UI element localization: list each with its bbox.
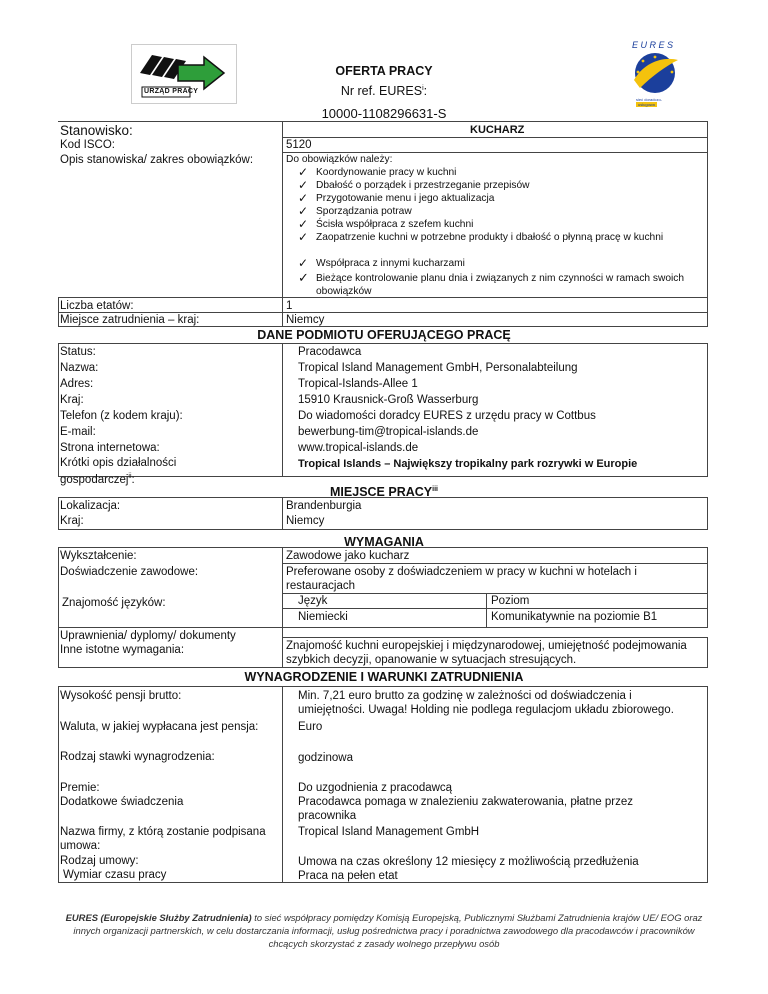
- urzad-pracy-logo-text: URZĄD PRACY: [144, 88, 199, 95]
- rule: [58, 547, 59, 667]
- reference-label-text: Nr ref. EURES: [340, 84, 423, 98]
- bonus-value: Do uzgodnienia z pracodawcą: [298, 782, 453, 794]
- email-value[interactable]: bewerbung-tim@tropical-islands.de: [298, 426, 479, 438]
- hours-value: Praca na pełen etat: [298, 870, 398, 882]
- duty-text: Sporządzania potraw: [316, 206, 412, 217]
- activity-footnote: ii: [128, 473, 132, 480]
- rule: [58, 686, 59, 882]
- rule: [282, 563, 708, 564]
- name-value: Tropical Island Management GmbH, Personalabteilung: [298, 362, 578, 374]
- rule: [282, 686, 283, 882]
- rule: [707, 497, 708, 529]
- reference-label: Nr ref. EURES$^i$:: [340, 84, 428, 98]
- isco-value: 5120: [286, 139, 312, 151]
- duty-text: Koordynowanie pracy w kuchni: [316, 167, 457, 178]
- experience-value: Preferowane osoby z doświadczeniem w pracy w kuchni w hotelach i restauracjach: [286, 566, 637, 592]
- location-label: Lokalizacja:: [60, 500, 121, 512]
- checkmark-icon: ✓: [298, 191, 309, 205]
- contract-label: Rodzaj umowy:: [60, 855, 139, 867]
- company-value: Tropical Island Management GmbH: [298, 826, 480, 838]
- lang-col-language: Język: [298, 595, 328, 607]
- reference-number: 10000-1108296631-S: [321, 106, 447, 121]
- status-value: Pracodawca: [298, 346, 362, 358]
- document-title: OFERTA PRACY: [335, 64, 433, 78]
- address-value: Tropical-Islands-Allee 1: [298, 378, 418, 390]
- duty-text: Współpraca z innymi kucharzami: [316, 258, 465, 269]
- rule: [282, 343, 283, 476]
- experience-label: Doświadczenie zawodowe:: [60, 566, 199, 578]
- position-label: Stanowisko:: [60, 123, 133, 138]
- rule: [58, 297, 59, 326]
- rule: [58, 667, 708, 668]
- bonus-label: Premie:: [60, 782, 100, 794]
- etaty-value: 1: [286, 300, 293, 312]
- other-requirements-label: Inne istotne wymagania:: [60, 644, 185, 656]
- rule: [282, 608, 708, 609]
- duty-text: Zaopatrzenie kuchni w potrzebne produkty i dbałość o płynną pracę w kuchni: [316, 232, 664, 243]
- education-value: Zawodowe jako kucharz: [286, 550, 410, 562]
- checkmark-icon: ✓: [298, 230, 309, 244]
- lang-level-value: Komunikatywnie na poziomie B1: [491, 611, 658, 623]
- rate-label: Rodzaj stawki wynagrodzenia:: [60, 751, 215, 763]
- rule: [58, 343, 59, 476]
- workplace-footnote: iii: [432, 485, 438, 493]
- contract-value: Umowa na czas określony 12 miesięcy z możliwością przedłużenia: [298, 856, 639, 868]
- rule: [707, 547, 708, 627]
- duties-label: Opis stanowiska/ zakres obowiązków:: [60, 154, 254, 166]
- place-value: Niemcy: [286, 314, 325, 326]
- rule: [707, 121, 708, 138]
- eures-logo-sub1: sieć doradczo-: [636, 97, 663, 102]
- checkmark-icon: ✓: [298, 256, 309, 270]
- workplace-country-label: Kraj:: [60, 515, 84, 527]
- gross-label: Wysokość pensji brutto:: [60, 690, 182, 702]
- name-label: Nazwa:: [60, 362, 99, 374]
- duties-intro: Do obowiązków należy:: [286, 154, 393, 165]
- place-label: Miejsce zatrudnienia – kraj:: [60, 314, 200, 326]
- country-value: 15910 Krausnick-Groß Wasserburg: [298, 394, 479, 406]
- checkmark-icon: ✓: [298, 204, 309, 218]
- rule: [282, 497, 283, 529]
- eures-logo-sub2: usługowa: [638, 102, 655, 107]
- lang-language-value: Niemiecki: [298, 611, 348, 623]
- checkmark-icon: ✓: [298, 165, 309, 179]
- gross-value: Min. 7,21 euro brutto za godzinę w zależności od doświadczenia i umiejętności. Uwaga! Holding nie podlega regulacjom układu zbiorowego.: [298, 690, 674, 716]
- requirements-heading: WYMAGANIA: [344, 535, 424, 549]
- phone-label: Telefon (z kodem kraju):: [60, 410, 183, 422]
- footer-bold: EURES (Europejskie Służby Zatrudnienia): [65, 912, 252, 923]
- company-label: Nazwa firmy, z którą zostanie podpisana umowa:: [60, 826, 266, 852]
- extra-value: Pracodawca pomaga w znalezieniu zakwaterowania, płatne przez pracownika: [298, 796, 633, 822]
- rule: [707, 637, 708, 667]
- rule: [58, 627, 708, 628]
- other-requirements-value: Znajomość kuchni europejskiej i międzynarodowej, umiejętność podejmowania szybkich decyzji, opanowanie w sytuacjach stresujących.: [286, 640, 687, 666]
- licenses-label: Uprawnienia/ dyplomy/ dokumenty: [60, 630, 236, 642]
- languages-label: Znajomość języków:: [62, 597, 166, 609]
- rule: [282, 137, 708, 138]
- rule: [282, 637, 708, 638]
- rule: [282, 547, 283, 667]
- position-value: KUCHARZ: [470, 124, 525, 136]
- footer-text: to sieć współpracy pomiędzy Komisją Europejską, Publicznymi Służbami Zatrudnienia krajów UE/ EOG oraz innych organizacji partnerskich, w celu dostarczania informacji, usług pośrednictwa pracy i poradnictwa zawodowego dla pracodawców i pracowników chcących skorzystać z zasady wolnego przepływu osób: [73, 912, 703, 949]
- currency-label: Waluta, w jakiej wypłacana jest pensja:: [60, 721, 259, 733]
- activity-label-line2: gospodarczej: [60, 473, 129, 486]
- rule: [58, 497, 59, 529]
- email-label: E-mail:: [60, 426, 96, 438]
- rule: [707, 343, 708, 476]
- currency-value: Euro: [298, 721, 323, 733]
- rule: [707, 686, 708, 882]
- website-value[interactable]: www.tropical-islands.de: [298, 442, 419, 454]
- checkmark-icon: ✓: [298, 270, 309, 285]
- hours-label: Wymiar czasu pracy: [63, 869, 167, 881]
- etaty-label: Liczba etatów:: [60, 300, 134, 312]
- phone-value: Do wiadomości doradcy EURES z urzędu pracy w Cottbus: [298, 410, 596, 422]
- eures-logo-text: EURES: [632, 40, 676, 50]
- rule: [486, 593, 487, 627]
- address-label: Adres:: [60, 378, 94, 390]
- rule: [58, 497, 708, 498]
- rate-value: godzinowa: [298, 752, 353, 764]
- duty-text: Przygotowanie menu i jego aktualizacja: [316, 193, 495, 204]
- activity-value: Tropical Islands – Największy tropikalny park rozrywki w Europie: [298, 458, 638, 470]
- activity-label-line1: Krótki opis działalności: [60, 457, 177, 469]
- employer-heading: DANE PODMIOTU OFERUJĄCEGO PRACĘ: [257, 328, 511, 342]
- lang-col-level: Poziom: [491, 595, 530, 607]
- rule: [58, 547, 708, 548]
- rule: [282, 121, 283, 138]
- activity-label: [60, 456, 176, 487]
- duty-text: Bieżące kontrolowanie planu dnia i związanych z nim czynności w ramach swoich obowiązków: [316, 273, 685, 297]
- workplace-heading-text: MIEJSCE PRACY: [330, 485, 433, 499]
- reference-footnote: i: [422, 84, 424, 92]
- extra-label: Dodatkowe świadczenia: [60, 796, 184, 808]
- rule: [58, 686, 708, 687]
- footer-note: [60, 911, 708, 950]
- duty-text: Ścisła współpraca z szefem kuchni: [316, 219, 474, 230]
- rule: [58, 297, 708, 298]
- rule: [707, 137, 708, 297]
- duty-text: Dbałość o porządek i przestrzeganie przepisów: [316, 180, 530, 191]
- education-label: Wykształcenie:: [60, 550, 137, 562]
- rule: [58, 343, 708, 344]
- status-label: Status:: [60, 346, 96, 358]
- country-label: Kraj:: [60, 394, 84, 406]
- website-label: Strona internetowa:: [60, 442, 160, 454]
- checkmark-icon: ✓: [298, 217, 309, 231]
- location-value: Brandenburgia: [286, 500, 362, 512]
- eures-logo: [616, 40, 686, 110]
- workplace-country-value: Niemcy: [286, 515, 325, 527]
- rule: [707, 297, 708, 326]
- activity-label-colon: :: [131, 473, 135, 486]
- checkmark-icon: ✓: [298, 178, 309, 192]
- salary-heading: WYNAGRODZENIE I WARUNKI ZATRUDNIENIA: [244, 670, 524, 684]
- rule: [282, 137, 283, 297]
- rule: [58, 121, 708, 122]
- isco-label: Kod ISCO:: [60, 139, 115, 151]
- rule: [58, 529, 708, 530]
- rule: [282, 297, 283, 326]
